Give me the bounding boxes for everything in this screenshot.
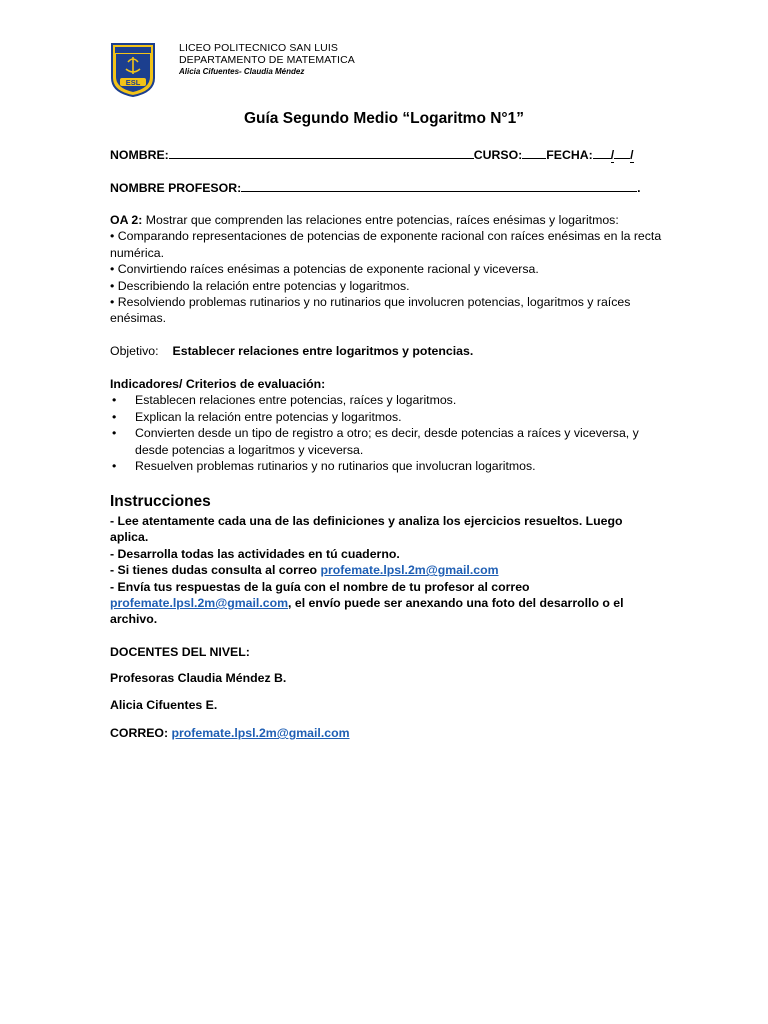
correo-label: CORREO:: [110, 726, 172, 740]
fecha-label: FECHA:: [546, 148, 593, 162]
bullet: •: [112, 426, 117, 441]
bullet: •: [112, 409, 117, 424]
letterhead: [179, 42, 355, 77]
instruction-line: - Lee atentamente cada una de las definiciones y analiza los ejercicios resueltos. Luego aplica.: [110, 514, 623, 545]
list-item: • Explican la relación entre potencias y logaritmos.: [112, 409, 402, 424]
correo-line: [110, 726, 350, 740]
logo-text: ESL: [125, 78, 141, 87]
oa-label: OA 2:: [110, 213, 143, 227]
fecha-day-field[interactable]: [593, 147, 611, 159]
indicadores-heading: Indicadores/ Criterios de evaluación:: [110, 377, 326, 391]
instruction-line: - Envía tus respuestas de la guía con el nombre de tu profesor al correo: [110, 579, 530, 594]
email-link[interactable]: profemate.lpsl.2m@gmail.com: [320, 563, 499, 578]
department-name: DEPARTAMENTO DE MATEMATICA: [179, 54, 355, 66]
list-item: • Establecen relaciones entre potencias, raíces y logaritmos.: [112, 393, 457, 408]
page-title: Guía Segundo Medio “Logaritmo N°1”: [243, 110, 525, 127]
nombre-label: NOMBRE:: [110, 148, 169, 162]
email-link[interactable]: profemate.lpsl.2m@gmail.com: [171, 726, 350, 740]
bullet: •: [112, 393, 117, 408]
bullet: •: [112, 459, 117, 474]
school-name: LICEO POLITECNICO SAN LUIS: [179, 42, 338, 54]
instruction-line: - Si tienes dudas consulta al correo profemate.lpsl.2m@gmail.com: [110, 563, 499, 578]
authors: Alicia Cifuentes- Claudia Méndez: [179, 67, 305, 76]
profesor-label: NOMBRE PROFESOR:: [110, 181, 242, 195]
oa-intro: [110, 212, 670, 228]
objetivo-text: Establecer relaciones entre logaritmos y potencias.: [172, 344, 474, 358]
professor-line: [110, 180, 641, 195]
indicadores-section: [110, 376, 670, 474]
school-logo: [110, 42, 156, 98]
oa-text: Mostrar que comprenden las relaciones entre potencias, raíces enésimas y logaritmos:: [142, 213, 619, 227]
profesor-end: .: [637, 181, 641, 195]
instruction-line: - Desarrolla todas las actividades en tú cuaderno.: [110, 546, 400, 561]
objetivo-section: [110, 343, 670, 359]
oa-item: • Describiendo la relación entre potencias y logaritmos.: [110, 278, 410, 293]
fecha-separator-2: /: [630, 148, 634, 162]
profesora-1: Profesoras Claudia Méndez B.: [110, 671, 287, 685]
oa-section: [110, 212, 670, 327]
list-item: • Resuelven problemas rutinarios y no rutinarios que involucran logaritmos.: [112, 459, 536, 474]
oa-item: • Resolviendo problemas rutinarios y no rutinarios que involucren potencias, logaritmos y raíces enésimas.: [110, 295, 631, 326]
student-info-line: [110, 147, 634, 162]
oa-item: • Comparando representaciones de potencias de exponente racional con raíces enésimas en la recta numérica.: [110, 229, 662, 260]
fecha-separator-1: /: [610, 148, 615, 162]
email-link[interactable]: profemate.lpsl.2m@gmail.com: [110, 596, 289, 611]
list-item: • Convierten desde un tipo de registro a otro; es decir, desde potencias a raíces y viceversa, y desde potencias a logaritmos y viceversa.: [112, 426, 639, 457]
instrucciones-heading: Instrucciones: [110, 493, 211, 510]
instruction-line: profemate.lpsl.2m@gmail.com, el envío puede ser anexando una foto del desarrollo o el archivo.: [110, 596, 624, 627]
instrucciones-body: [110, 513, 650, 628]
curso-field[interactable]: [522, 147, 546, 159]
docentes-heading: DOCENTES DEL NIVEL:: [110, 645, 250, 659]
objetivo-label: Objetivo:: [110, 344, 159, 358]
nombre-field[interactable]: [169, 147, 474, 159]
profesor-field[interactable]: [241, 180, 637, 192]
fecha-month-field[interactable]: [614, 147, 630, 159]
oa-item: • Convirtiendo raíces enésimas a potencias de exponente racional y viceversa.: [110, 262, 539, 277]
curso-label: CURSO:: [473, 148, 523, 162]
profesora-2: Alicia Cifuentes E.: [110, 698, 218, 712]
